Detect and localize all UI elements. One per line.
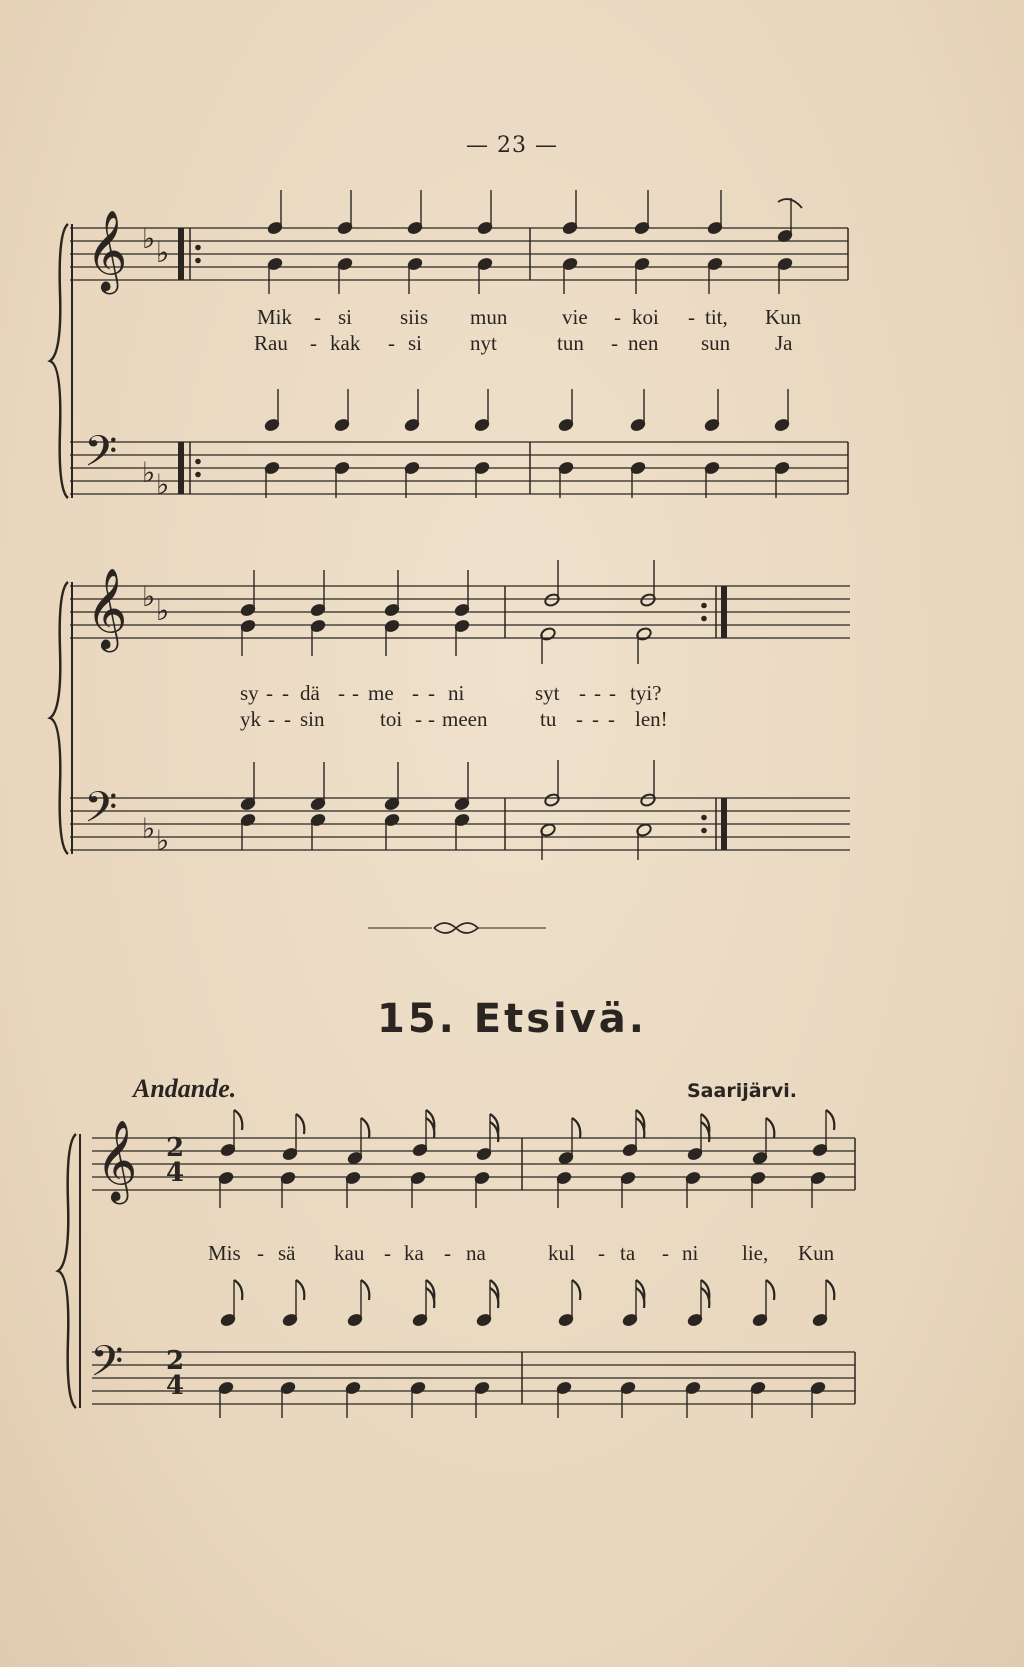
bass-clef-icon: 𝄢 <box>84 427 118 487</box>
repeat-dot <box>195 472 201 478</box>
lyric-syllable: ni <box>682 1241 699 1265</box>
note-flag <box>234 1110 242 1130</box>
system-brace-icon <box>50 224 68 498</box>
lyric-hyphen: - <box>352 681 359 705</box>
flat-icon: ♭ <box>156 594 170 627</box>
song-title: 15. Etsivä. <box>376 996 647 1042</box>
system-brace-icon <box>58 1134 76 1408</box>
lyric-syllable: sin <box>300 707 325 731</box>
note-flag <box>296 1114 304 1134</box>
lyric-syllable: lie, <box>742 1241 769 1265</box>
repeat-dot <box>701 828 707 834</box>
time-signature-bass <box>163 1346 187 1401</box>
lyric-syllable: si <box>338 305 353 329</box>
lyric-hyphen: - <box>268 707 275 731</box>
lyric-hyphen: - <box>662 1241 669 1265</box>
lyric-hyphen: - <box>609 681 616 705</box>
repeat-dot <box>195 258 201 264</box>
flat-icon: ♭ <box>142 456 156 489</box>
tempo-marking: Andande. <box>133 1074 237 1103</box>
lyric-syllable: mun <box>470 305 508 329</box>
note-flag <box>766 1280 774 1300</box>
lyric-syllable: ka <box>404 1241 424 1265</box>
lyric-syllable: yk <box>240 707 261 731</box>
song15-lyrics <box>0 1241 1024 1267</box>
lyric-syllable: meen <box>442 707 488 731</box>
repeat-dot <box>701 603 707 609</box>
lyric-hyphen: - <box>266 681 273 705</box>
repeat-dot <box>195 459 201 465</box>
note-flag <box>361 1280 369 1300</box>
lyric-hyphen: - <box>614 305 621 329</box>
lyric-hyphen: - <box>598 1241 605 1265</box>
flat-icon: ♭ <box>156 468 170 501</box>
time-signature-treble <box>163 1133 187 1188</box>
lyric-hyphen: - <box>688 305 695 329</box>
lyric-syllable: tit, <box>705 305 728 329</box>
lyric-syllable: si <box>408 331 423 355</box>
time-signature-bottom: 4 <box>165 1371 185 1401</box>
system1-lyrics-verse2 <box>0 331 1024 357</box>
lyric-syllable: syt <box>535 681 560 705</box>
lyric-syllable: koi <box>632 305 659 329</box>
bass-clef-icon: 𝄢 <box>84 783 118 843</box>
note-flag <box>234 1280 242 1300</box>
lyric-hyphen: - <box>611 331 618 355</box>
repeat-dot <box>701 616 707 622</box>
lyric-hyphen: - <box>594 681 601 705</box>
flat-icon: ♭ <box>142 222 156 255</box>
treble-clef-icon: 𝄞 <box>86 567 128 649</box>
lyric-hyphen: - <box>592 707 599 731</box>
lyric-hyphen: - <box>257 1241 264 1265</box>
lyric-syllable: sun <box>701 331 731 355</box>
system1-lyrics-verse1 <box>0 305 1024 331</box>
lyric-hyphen: - <box>415 707 422 731</box>
final-barline <box>721 798 727 850</box>
lyric-syllable: Kun <box>798 1241 835 1265</box>
lyric-syllable: Rau <box>254 331 288 355</box>
lyric-syllable: kau <box>334 1241 365 1265</box>
final-barline <box>721 586 727 638</box>
treble-clef-icon: 𝄞 <box>86 209 128 291</box>
song-origin: Saarijärvi. <box>687 1080 798 1102</box>
lyric-hyphen: - <box>608 707 615 731</box>
lyric-syllable: na <box>466 1241 486 1265</box>
repeat-barline <box>178 442 184 494</box>
lyric-syllable: tu <box>540 707 557 731</box>
note-flag <box>296 1280 304 1300</box>
lyric-syllable: nen <box>628 331 659 355</box>
note-flag <box>572 1118 580 1138</box>
flat-icon: ♭ <box>142 812 156 845</box>
lyric-syllable: toi <box>380 707 403 731</box>
lyric-hyphen: - <box>444 1241 451 1265</box>
flat-icon: ♭ <box>142 580 156 613</box>
lyric-syllable: siis <box>400 305 429 329</box>
lyric-syllable: ta <box>620 1241 636 1265</box>
note-flag <box>572 1280 580 1300</box>
lyric-syllable: Kun <box>765 305 802 329</box>
note-flag <box>361 1118 369 1138</box>
time-signature-bottom: 4 <box>165 1158 185 1188</box>
note-flag <box>766 1118 774 1138</box>
lyric-syllable: dä <box>300 681 320 705</box>
lyric-syllable: nyt <box>470 331 497 355</box>
lyric-hyphen: - <box>412 681 419 705</box>
lyric-hyphen: - <box>579 681 586 705</box>
repeat-dot <box>701 815 707 821</box>
flat-icon: ♭ <box>156 824 170 857</box>
lyric-syllable: len! <box>635 707 668 731</box>
treble-clef-icon: 𝄞 <box>96 1119 138 1201</box>
system2-lyrics-verse1 <box>0 681 1024 707</box>
repeat-dot <box>195 245 201 251</box>
lyric-hyphen: - <box>282 681 289 705</box>
lyric-syllable: sy <box>240 681 259 705</box>
lyric-syllable: tun <box>557 331 584 355</box>
lyric-hyphen: - <box>284 707 291 731</box>
lyric-syllable: tyi? <box>630 681 662 705</box>
page-number: — 23 — <box>466 133 558 158</box>
lyric-hyphen: - <box>388 331 395 355</box>
lyric-hyphen: - <box>314 305 321 329</box>
lyric-hyphen: - <box>576 707 583 731</box>
repeat-barline <box>178 228 184 280</box>
lyric-syllable: Ja <box>775 331 793 355</box>
bass-clef-icon: 𝄢 <box>90 1337 124 1397</box>
note-flag <box>826 1110 834 1130</box>
lyric-hyphen: - <box>428 681 435 705</box>
system2-lyrics-verse2 <box>0 707 1024 733</box>
note-flag <box>826 1280 834 1300</box>
lyric-syllable: ni <box>448 681 465 705</box>
lyric-hyphen: - <box>384 1241 391 1265</box>
time-signature-top: 2 <box>165 1133 185 1163</box>
lyric-hyphen: - <box>428 707 435 731</box>
lyric-syllable: kul <box>548 1241 575 1265</box>
lyric-hyphen: - <box>338 681 345 705</box>
lyric-syllable: vie <box>562 305 588 329</box>
lyric-syllable: kak <box>330 331 361 355</box>
time-signature-top: 2 <box>165 1346 185 1376</box>
lyric-syllable: sä <box>278 1241 296 1265</box>
lyric-syllable: me <box>368 681 394 705</box>
flat-icon: ♭ <box>156 236 170 269</box>
ornament-flourish-icon <box>434 923 478 933</box>
lyric-syllable: Mis <box>208 1241 241 1265</box>
lyric-hyphen: - <box>310 331 317 355</box>
lyric-syllable: Mik <box>257 305 293 329</box>
slur-mark <box>778 199 802 208</box>
